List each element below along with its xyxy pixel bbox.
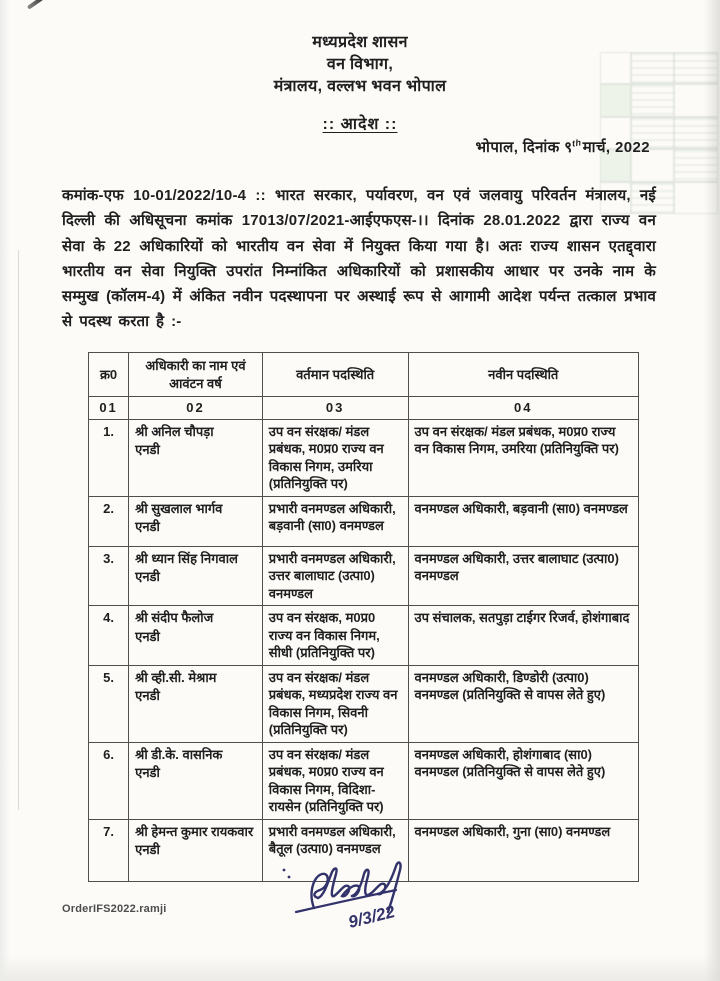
order-text: भारत सरकार, पर्यावरण, वन एवं जलवायु परिवर्तन मंत्रालय, नई दिल्ली की अधिसूचना कमांक 17013/07/2021-आईएफएस-।। दिनांक 28.01.2022 द्वारा राज्य वन सेवा के 22 अधिकारियों को भारतीय वन सेवा में नियुक्त किया गया है। अतः राज्य शासन एतद्द्वारा भारतीय वन सेवा नियुक्ति उपरांत निम्नांकित अधिकारियों को प्रशासकीय आधार पर उनके नाम के सम्मुख (कॉलम-4) में अंकित नवीन पदस्थापना पर अस्थाई रूप से आगामी आदेश पर्यन्त तत्काल प्रभाव से पदस्थ करता है :- (62, 187, 656, 331)
signature-block (278, 856, 448, 956)
new-posting-cell: उप संचालक, सतपुड़ा टाईगर रिजर्व, होशंगाबाद (408, 606, 638, 666)
new-posting-cell: उप वन संरक्षक/ मंडल प्रबंधक, म0प्र0 राज्य वन विकास निगम, उमरिया (प्रतिनियुक्ति पर) (408, 419, 638, 496)
col-number: 03 (262, 397, 408, 420)
table-header-row (89, 353, 639, 397)
place-date-prefix: भोपाल, दिनांक (475, 139, 565, 156)
officer-name: श्री अनिल चौपड़ा (135, 423, 214, 439)
table-row (89, 665, 639, 742)
staple-mark (27, 0, 57, 10)
column-number-row (89, 397, 639, 420)
serial-cell: 7. (89, 819, 129, 881)
table-row (89, 546, 639, 606)
officer-name: श्री व्ही.सी. मेश्राम (135, 669, 217, 685)
department-name: वन विभाग, (326, 56, 394, 73)
officer-name-cell (129, 819, 263, 881)
officer-name: श्री हेमन्त कुमार रायकवार (135, 823, 254, 839)
col-number: 04 (408, 397, 638, 420)
order-number: कमांक-एफ 10-01/2022/10-4 :: (62, 187, 266, 204)
serial-cell: 3. (89, 546, 129, 606)
serial-cell: 5. (89, 665, 129, 742)
officer-batch: एनडी (135, 569, 160, 584)
letterhead (0, 32, 720, 98)
date-day-superscript: th (571, 137, 583, 149)
current-posting-cell: प्रभारी वनमण्डल अधिकारी, बैतूल (उत्पा0) वनमण्डल (262, 819, 408, 881)
order-body-paragraph (62, 183, 656, 335)
officer-name: श्री ध्यान सिंह निगवाल (135, 550, 238, 566)
officer-name-cell (129, 665, 263, 742)
place-and-date (476, 137, 651, 157)
serial-cell: 4. (89, 606, 129, 666)
place-date-rest: मार्च, 2022 (582, 139, 650, 156)
current-posting-cell: उप वन संरक्षक/ मंडल प्रबंधक, मध्यप्रदेश राज्य वन विकास निगम, सिवनी (प्रतिनियुक्ति पर) (262, 665, 408, 742)
officer-name: श्री सुखलाल भार्गव (135, 500, 223, 516)
col-number: 01 (89, 397, 129, 420)
table-row (89, 606, 639, 666)
officer-name: श्री डी.के. वासनिक (135, 746, 223, 762)
page-fold-line (18, 250, 19, 810)
current-posting-cell: उप वन संरक्षक, म0प्र0 राज्य वन विकास निगम, सीधी (प्रतिनियुक्ति पर) (262, 606, 408, 666)
document-filename: OrderIFS2022.ramji (62, 903, 167, 915)
officer-batch: एनडी (135, 842, 160, 857)
handwritten-date-day: ९ (564, 139, 573, 156)
signature-date: 9/3/22 (346, 902, 397, 932)
col-header-new-posting: नवीन पदस्थिति (408, 353, 638, 397)
officer-name-cell (129, 606, 263, 666)
col-header-current-posting: वर्तमान पदस्थिति (262, 353, 408, 397)
officer-name-cell (129, 546, 263, 606)
current-posting-cell: प्रभारी वनमण्डल अधिकारी, बड़वानी (सा0) वनमण्डल (262, 496, 408, 546)
current-posting-cell: उप वन संरक्षक/ मंडल प्रबंधक, म0प्र0 राज्य वन विकास निगम, विदिशा-रायसेन (प्रतिनियुक्ति पर) (262, 742, 408, 819)
officer-name-cell (129, 496, 263, 546)
current-posting-cell: प्रभारी वनमण्डल अधिकारी, उत्तर बालाघाट (उत्पा0) वनमण्डल (262, 546, 408, 606)
table-row (89, 496, 639, 546)
serial-cell: 6. (89, 742, 129, 819)
officer-name-cell (129, 419, 263, 496)
serial-cell: 2. (89, 496, 129, 546)
officer-batch: एनडी (135, 688, 160, 703)
col-number: 02 (129, 397, 263, 420)
serial-cell: 1. (89, 419, 129, 496)
new-posting-cell: वनमण्डल अधिकारी, बड़वानी (सा0) वनमण्डल (408, 496, 638, 546)
current-posting-cell: उप वन संरक्षक/ मंडल प्रबंधक, म0प्र0 राज्य वन विकास निगम, उमरिया (प्रतिनियुक्ति पर) (262, 419, 408, 496)
new-posting-cell: वनमण्डल अधिकारी, डिण्डोरी (उत्पा0) वनमण्डल (प्रतिनियुक्ति से वापस लेते हुए) (408, 665, 638, 742)
new-posting-cell: वनमण्डल अधिकारी, उत्तर बालाघाट (उत्पा0) वनमण्डल (408, 546, 638, 606)
handwritten-signature (278, 856, 448, 956)
officer-batch: एनडी (135, 519, 160, 534)
officer-name-cell (129, 742, 263, 819)
table-row (89, 742, 639, 819)
officer-batch: एनडी (135, 628, 160, 644)
posting-table (88, 352, 639, 882)
new-posting-cell: वनमण्डल अधिकारी, गुना (सा0) वनमण्डल (408, 819, 638, 881)
col-header-serial: क्र0 (89, 353, 129, 397)
officer-batch: एनडी (135, 765, 160, 780)
ministry-address: मंत्रालय, वल्लभ भवन भोपाल (273, 78, 447, 95)
government-name: मध्यप्रदेश शासन (312, 34, 408, 51)
col-header-name: अधिकारी का नाम एवं आवंटन वर्ष (129, 353, 263, 397)
officer-name: श्री संदीप फैलोज (135, 610, 214, 625)
officer-batch: एनडी (135, 442, 160, 457)
new-posting-cell: वनमण्डल अधिकारी, होशंगाबाद (सा0) वनमण्डल (प्रतिनियुक्ति से वापस लेते हुए) (408, 742, 638, 819)
table-row (89, 419, 639, 496)
order-heading: :: आदेश :: (322, 116, 398, 133)
